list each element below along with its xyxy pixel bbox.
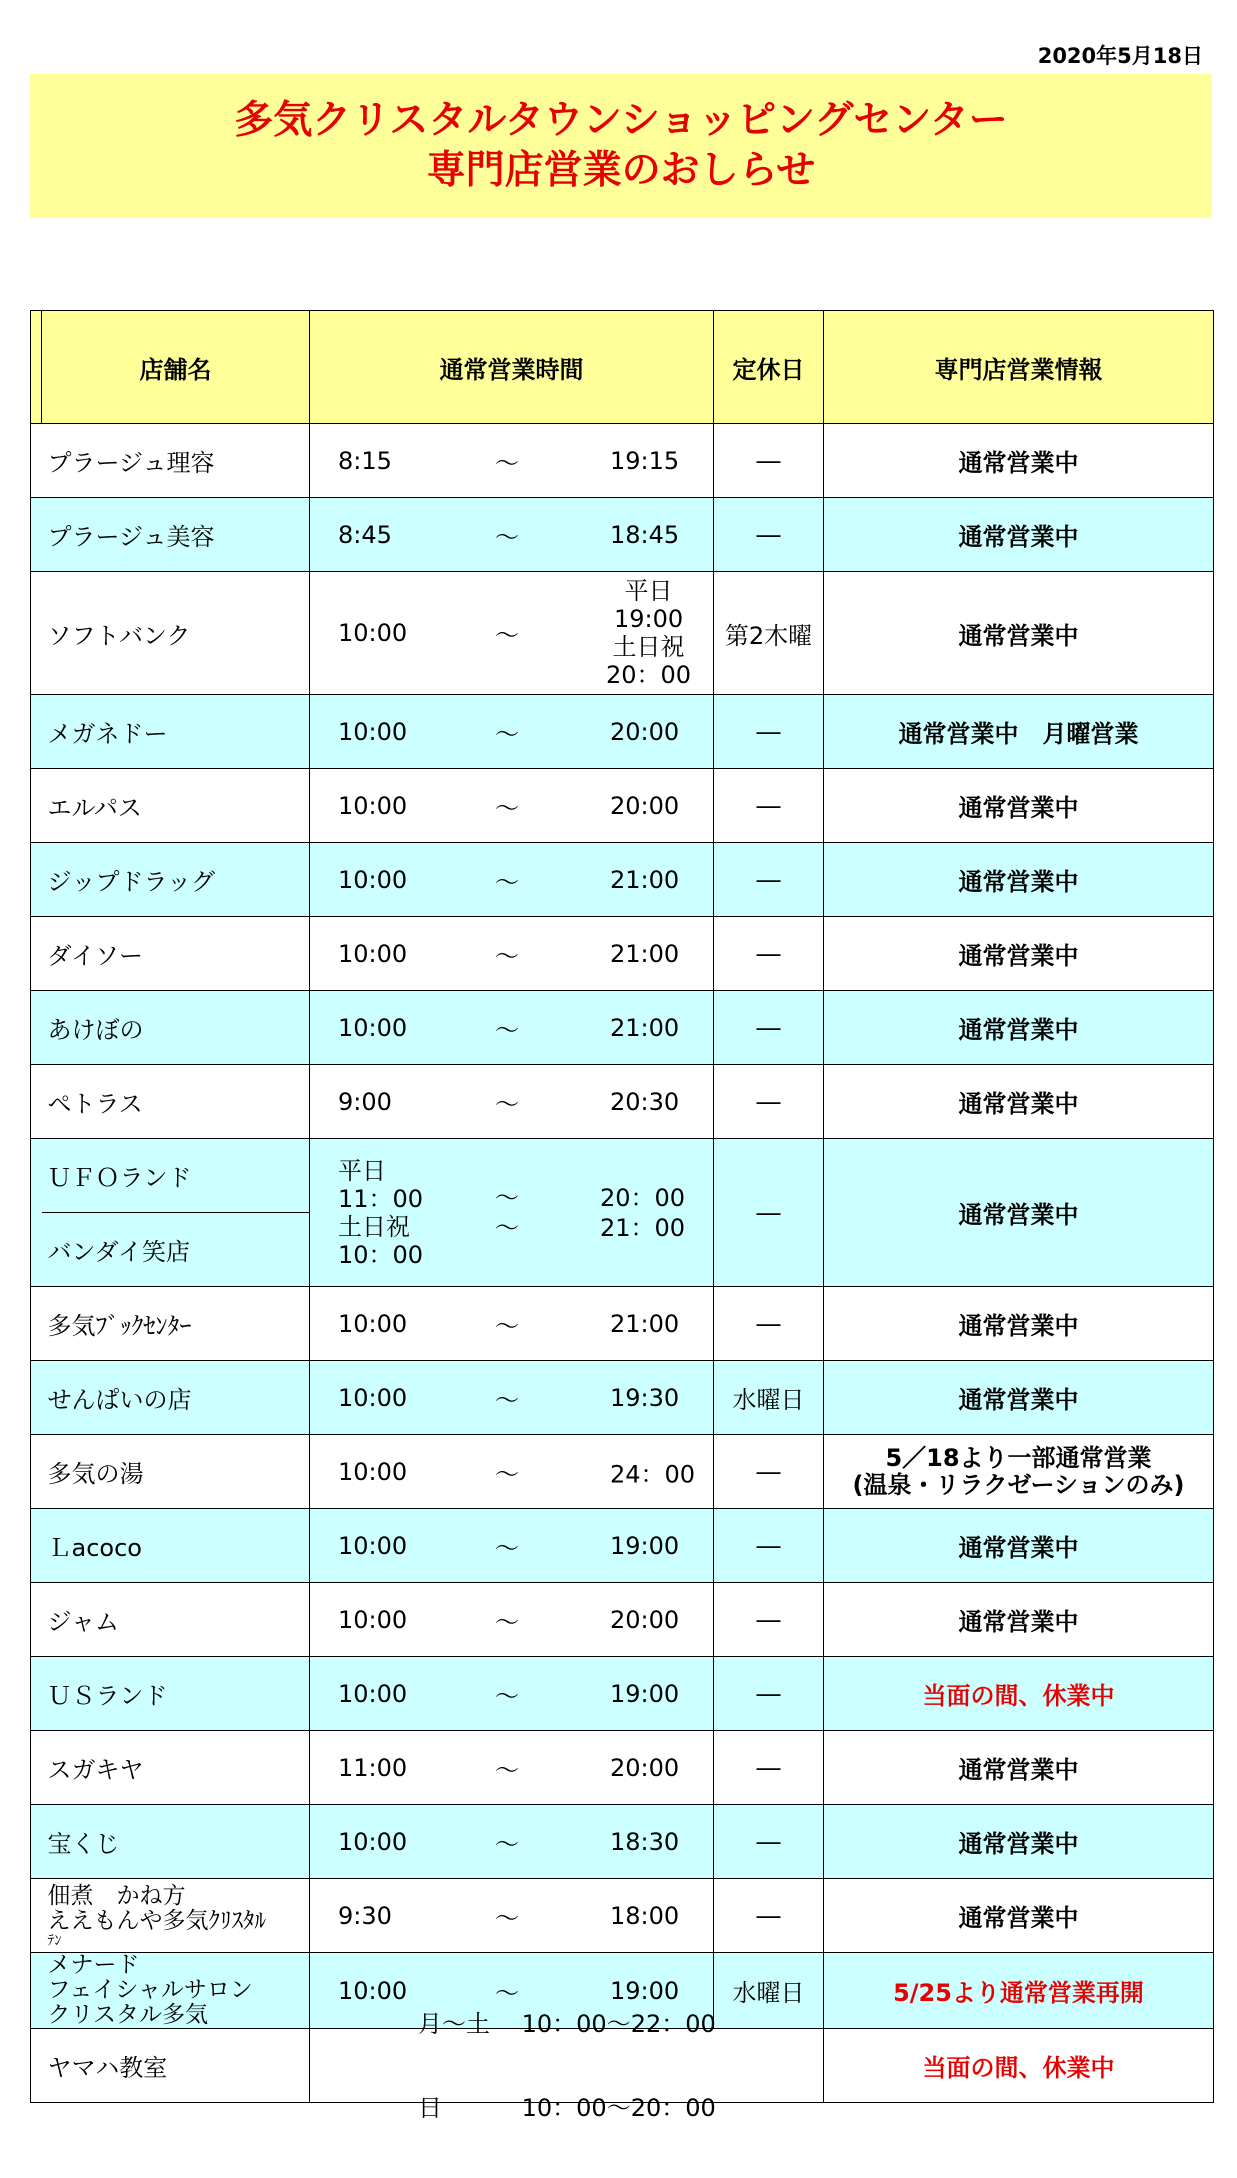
tilde: ～ <box>495 1830 519 1858</box>
open-time: 10:00 <box>338 1976 408 2005</box>
tilde: ～ <box>495 523 519 551</box>
close-time: 21:00 <box>610 865 680 894</box>
status: 通常営業中 <box>824 572 1214 695</box>
status: 5/25より通常営業再開 <box>824 1953 1214 2029</box>
store-name-line: ええもんや多気ｸﾘｽﾀﾙ <box>47 1907 266 1934</box>
hours-right-stack <box>600 1183 685 1243</box>
hours-line: 月～土 10：00～22：00 <box>418 2009 716 2038</box>
close-time: 20:30 <box>610 1087 680 1116</box>
table-header-row <box>31 311 1214 424</box>
table-row <box>31 917 1214 991</box>
hours-cell <box>310 1879 714 1953</box>
store-name-line: 佃煮 かね方 <box>47 1882 186 1909</box>
table-row <box>31 1509 1214 1583</box>
hours-cell <box>310 1287 714 1361</box>
closed-day: ― <box>714 1139 824 1287</box>
close-time: 18:45 <box>610 520 680 549</box>
store-hours-table <box>30 310 1214 2122</box>
open-time: 10:00 <box>338 865 408 894</box>
store-name: あけぼの <box>42 991 310 1065</box>
store-name: ヤマハ教室 <box>42 2029 310 2103</box>
close-time: 20:00 <box>610 717 680 746</box>
table-row <box>31 695 1214 769</box>
tilde: ～ <box>495 1183 519 1212</box>
hours-line: 平日 <box>338 1156 386 1185</box>
status: 当面の間、休業中 <box>824 2029 1214 2103</box>
table-row <box>31 1731 1214 1805</box>
closed-day: 水曜日 <box>714 1953 824 2029</box>
closed-day: ― <box>714 1583 824 1657</box>
hours-cell <box>310 1139 714 1287</box>
status: 通常営業中 <box>824 917 1214 991</box>
open-time: 10:00 <box>338 1605 408 1634</box>
store-name: ソフトバンク <box>42 572 310 695</box>
store-name: ジャム <box>42 1583 310 1657</box>
close-time: 19:00 <box>610 1679 680 1708</box>
hours-cell <box>310 1509 714 1583</box>
status: 通常営業中 月曜営業 <box>824 695 1214 769</box>
closed-day: ― <box>714 1731 824 1805</box>
close-time: 20:00 <box>610 791 680 820</box>
close-line: 平日 <box>624 577 673 605</box>
tilde: ～ <box>495 942 519 970</box>
hours-cell <box>310 1435 714 1509</box>
hours-cell <box>310 498 714 572</box>
open-time: 10:00 <box>338 1531 408 1560</box>
store-name: プラージュ美容 <box>42 498 310 572</box>
tilde: ～ <box>495 1979 519 2007</box>
close-time: 20：00 <box>600 1183 686 1212</box>
header-hours: 通常営業時間 <box>310 311 714 424</box>
store-name-line: ﾃﾝ <box>47 1932 62 1949</box>
hours-cell <box>310 572 714 695</box>
status: 通常営業中 <box>824 1287 1214 1361</box>
status: 通常営業中 <box>824 1139 1214 1287</box>
status: 通常営業中 <box>824 769 1214 843</box>
close-time: 21:00 <box>610 1013 680 1042</box>
hours-left-stack <box>338 1157 423 1269</box>
open-time: 10:00 <box>338 619 408 647</box>
table-row <box>31 1805 1214 1879</box>
status: 通常営業中 <box>824 498 1214 572</box>
close-time: 21:00 <box>610 939 680 968</box>
hours-cell <box>310 843 714 917</box>
closed-day: ― <box>714 1287 824 1361</box>
tilde: ～ <box>495 1213 519 1242</box>
closed-day: ― <box>714 1435 824 1509</box>
title-banner <box>30 74 1212 218</box>
tilde: ～ <box>495 1904 519 1932</box>
closed-day: ― <box>714 1657 824 1731</box>
store-name: せんぱいの店 <box>42 1361 310 1435</box>
store-name: スガキヤ <box>42 1731 310 1805</box>
header-status: 専門店営業情報 <box>824 311 1214 424</box>
open-time: 10:00 <box>338 1827 408 1856</box>
hours-line: 日 10：00～20：00 <box>418 2093 716 2122</box>
closed-day: ― <box>714 695 824 769</box>
close-time: 19:15 <box>610 446 680 475</box>
closed-day: 水曜日 <box>714 1361 824 1435</box>
table-row <box>31 769 1214 843</box>
title-line-2: 専門店営業のおしらせ <box>426 148 816 193</box>
header-store-name: 店舗名 <box>42 311 310 424</box>
hours-cell <box>310 424 714 498</box>
close-time: 19:00 <box>610 1531 680 1560</box>
store-name: 多気の湯 <box>42 1435 310 1509</box>
store-name: プラージュ理容 <box>42 424 310 498</box>
hours-cell <box>310 1065 714 1139</box>
close-time-stack <box>606 577 691 689</box>
closed-day: ― <box>714 1805 824 1879</box>
close-time: 20:00 <box>610 1753 680 1782</box>
open-time: 10:00 <box>338 1679 408 1708</box>
hours-cell <box>310 1583 714 1657</box>
hours-cell <box>310 2009 824 2122</box>
table-row <box>31 1657 1214 1731</box>
tilde: ～ <box>495 720 519 748</box>
tilde: ～ <box>495 1608 519 1636</box>
hours-cell <box>310 695 714 769</box>
status: 通常営業中 <box>824 1583 1214 1657</box>
open-time: 10:00 <box>338 1383 408 1412</box>
store-name <box>42 1953 310 2029</box>
closed-day: ― <box>714 917 824 991</box>
closed-day: ― <box>714 991 824 1065</box>
hours-line: 11：00 <box>338 1184 424 1213</box>
tilde: ～ <box>495 1386 519 1414</box>
tilde: ～ <box>495 1090 519 1118</box>
open-time: 8:45 <box>338 520 392 549</box>
store-name-line: メナード <box>47 1952 140 1978</box>
store-name: エルパス <box>42 769 310 843</box>
status: 通常営業中 <box>824 1065 1214 1139</box>
table-row <box>31 843 1214 917</box>
close-time: 21:00 <box>610 1309 680 1338</box>
hours-stack <box>418 1954 716 2178</box>
store-name: ダイソー <box>42 917 310 991</box>
open-time: 11:00 <box>338 1753 408 1782</box>
open-time: 10:00 <box>338 1309 408 1338</box>
store-name: ジップドラッグ <box>42 843 310 917</box>
closed-day: ― <box>714 843 824 917</box>
status-line: (温泉・リラクゼーションのみ) <box>852 1470 1185 1499</box>
status: 当面の間、休業中 <box>824 1657 1214 1731</box>
status-line: 5／18より一部通常営業 <box>885 1443 1152 1472</box>
closed-day: ― <box>714 498 824 572</box>
close-time: 24：00 <box>610 1460 696 1488</box>
store-name-line: クリスタル多気 <box>47 2002 209 2028</box>
tilde: ～ <box>495 794 519 822</box>
tilde: ～ <box>495 1682 519 1710</box>
closed-day: ― <box>714 1879 824 1953</box>
close-time: 20:00 <box>610 1605 680 1634</box>
close-line: 20：00 <box>606 661 692 689</box>
hours-cell <box>310 1361 714 1435</box>
closed-day: ― <box>714 424 824 498</box>
open-time: 10:00 <box>338 939 408 968</box>
table-row <box>31 1065 1214 1139</box>
table-row <box>31 2029 1214 2103</box>
store-name: 宝くじ <box>42 1805 310 1879</box>
title-line-1: 多気クリスタルタウンショッピングセンター <box>234 98 1008 143</box>
hours-line: 土日祝 <box>338 1212 410 1241</box>
open-time: 9:00 <box>338 1087 392 1116</box>
hours-line: 10：00 <box>338 1240 424 1269</box>
store-name: 多気ﾌﾞｯｸｾﾝﾀｰ <box>42 1287 310 1361</box>
hours-cell <box>310 991 714 1065</box>
table-row <box>31 1361 1214 1435</box>
close-time: 19:00 <box>610 1976 680 2005</box>
open-time: 9:30 <box>338 1901 392 1930</box>
store-name: ペトラス <box>42 1065 310 1139</box>
tilde: ～ <box>495 1016 519 1044</box>
tilde: ～ <box>495 1312 519 1340</box>
status: 通常営業中 <box>824 1509 1214 1583</box>
store-name <box>42 1879 310 1953</box>
table-row <box>31 572 1214 695</box>
close-time: 18:30 <box>610 1827 680 1856</box>
open-time: 8:15 <box>338 446 392 475</box>
status: 通常営業中 <box>824 1879 1214 1953</box>
closed-day: ― <box>714 1065 824 1139</box>
tilde: ～ <box>495 1756 519 1784</box>
close-time: 19:30 <box>610 1383 680 1412</box>
tilde: ～ <box>495 868 519 896</box>
table-row <box>31 1287 1214 1361</box>
table-row <box>31 498 1214 572</box>
open-time: 10:00 <box>338 791 408 820</box>
closed-day: ― <box>714 769 824 843</box>
close-time: 18:00 <box>610 1901 680 1930</box>
closed-day: ― <box>714 1509 824 1583</box>
status <box>824 1435 1214 1509</box>
open-time: 10:00 <box>338 1013 408 1042</box>
store-name: メガネドー <box>42 695 310 769</box>
close-line: 19:00 <box>613 605 684 633</box>
table-row <box>31 991 1214 1065</box>
hours-cell <box>310 769 714 843</box>
close-line: 土日祝 <box>612 633 685 661</box>
status: 通常営業中 <box>824 1361 1214 1435</box>
table-row <box>31 424 1214 498</box>
status: 通常営業中 <box>824 1731 1214 1805</box>
store-name-line: フェイシャルサロン <box>47 1977 253 2003</box>
open-time: 10:00 <box>338 717 408 746</box>
tilde-stack <box>495 1183 519 1243</box>
table-row <box>31 1583 1214 1657</box>
status: 通常営業中 <box>824 1805 1214 1879</box>
status: 通常営業中 <box>824 424 1214 498</box>
hours-cell <box>310 1805 714 1879</box>
store-name: ＵＳランド <box>42 1657 310 1731</box>
open-time: 10:00 <box>338 1457 408 1486</box>
tilde: ～ <box>495 449 519 477</box>
hours-cell <box>310 1657 714 1731</box>
table-row <box>31 1435 1214 1509</box>
hours-cell <box>310 1731 714 1805</box>
closed-day: 第2木曜 <box>714 572 824 695</box>
tilde: ～ <box>495 1460 519 1488</box>
tilde: ～ <box>495 1534 519 1562</box>
hours-cell <box>310 917 714 991</box>
close-time: 21：00 <box>600 1213 686 1242</box>
store-name: Ｌacoco <box>42 1509 310 1583</box>
tilde: ～ <box>495 621 519 650</box>
header-closed-day: 定休日 <box>714 311 824 424</box>
store-name: バンダイ笑店 <box>42 1213 310 1287</box>
store-name: ＵＦＯランド <box>42 1139 310 1213</box>
document-date: 2020年5月18日 <box>1037 44 1203 68</box>
table-row <box>31 1879 1214 1953</box>
status: 通常営業中 <box>824 991 1214 1065</box>
status: 通常営業中 <box>824 843 1214 917</box>
table-row <box>31 1139 1214 1213</box>
